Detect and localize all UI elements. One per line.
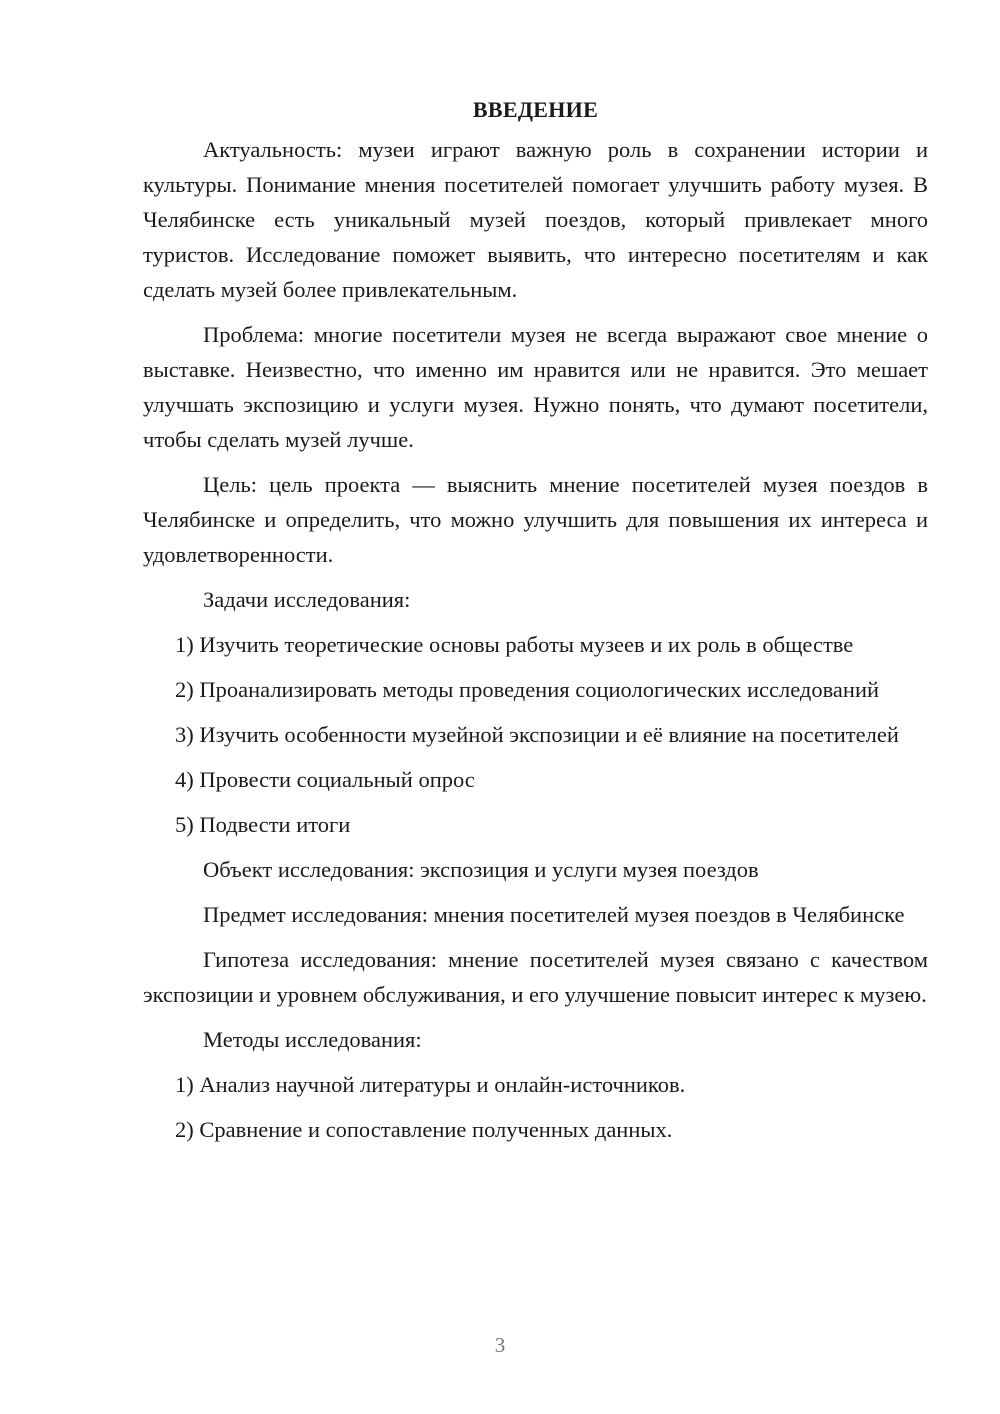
object-paragraph: Объект исследования: экспозиция и услуги музея поездов <box>203 857 759 882</box>
problem-paragraph: Проблема: многие посетители музея не всегда выражают свое мнение о выставке. Неизвестно, что именно им нравится или не нравится. Это мешает улучшать экспозицию и услуги музея. Нужно понять, что думают посетители, чтобы сделать музей лучше. <box>143 322 928 452</box>
task-item-2: 2) Проанализировать методы проведения социологических исследований <box>175 677 880 702</box>
task-item-4: 4) Провести социальный опрос <box>175 767 475 792</box>
method-item-2: 2) Сравнение и сопоставление полученных данных. <box>175 1117 673 1142</box>
page-number: 3 <box>494 1333 506 1357</box>
tasks-heading: Задачи исследования: <box>203 587 411 612</box>
document-page <box>143 92 928 1157</box>
page-title: ВВЕДЕНИЕ <box>472 97 599 122</box>
hypothesis-paragraph: Гипотеза исследования: мнение посетителей музея связано с качеством экспозиции и уровнем обслуживания, и его улучшение повысит интерес к музею. <box>143 947 928 1007</box>
methods-heading: Методы исследования: <box>203 1027 422 1052</box>
task-item-1: 1) Изучить теоретические основы работы музеев и их роль в обществе <box>175 632 854 657</box>
relevance-paragraph: Актуальность: музеи играют важную роль в сохранении истории и культуры. Понимание мнения посетителей помогает улучшить работу музея. В Челябинске есть уникальный музей поездов, который привлекает много туристов. Исследование поможет выявить, что интересно посетителям и как сделать музей более привлекательным. <box>143 137 928 302</box>
method-item-1: 1) Анализ научной литературы и онлайн-источников. <box>175 1072 686 1097</box>
task-item-3: 3) Изучить особенности музейной экспозиции и её влияние на посетителей <box>175 722 899 747</box>
subject-paragraph: Предмет исследования: мнения посетителей музея поездов в Челябинске <box>203 902 905 927</box>
goal-paragraph: Цель: цель проекта — выяснить мнение посетителей музея поездов в Челябинске и определить, что можно улучшить для повышения их интереса и удовлетворенности. <box>143 472 928 567</box>
task-item-5: 5) Подвести итоги <box>175 812 351 837</box>
